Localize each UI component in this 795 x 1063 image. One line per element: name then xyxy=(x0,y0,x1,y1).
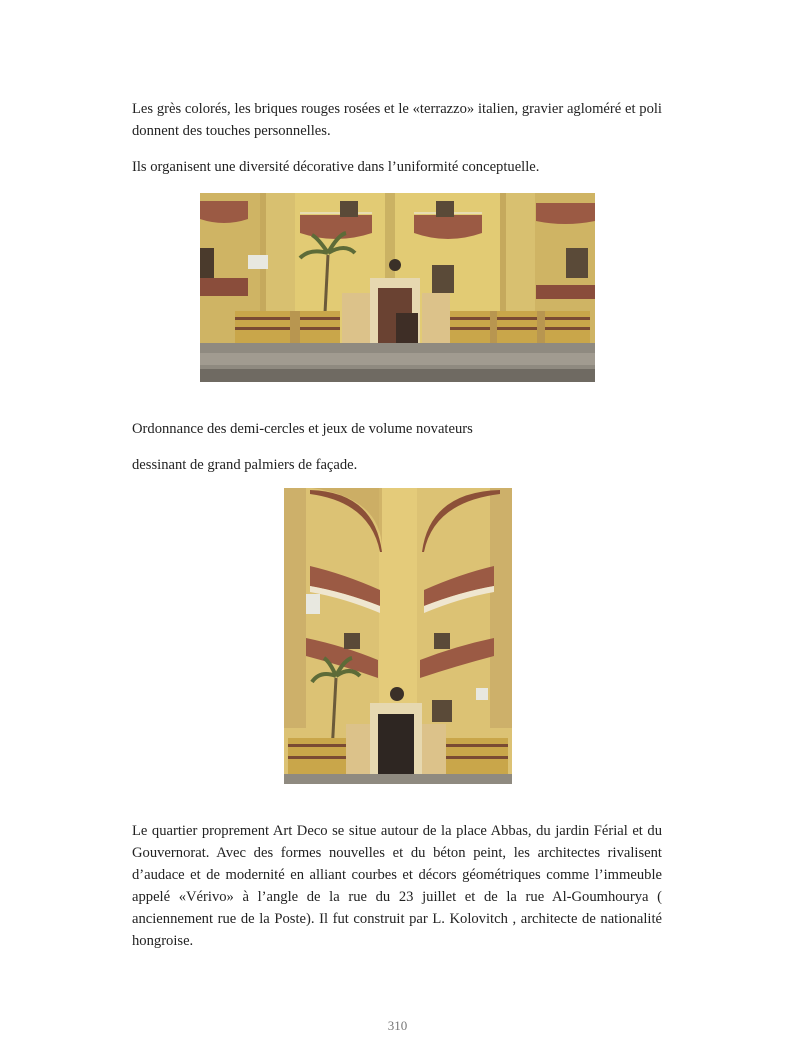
art-deco-paragraph: Le quartier proprement Art Deco se situe autour de la place Abbas, du jardin Férial et du Gouvernorat. Avec des formes nouvelles et du béton peint, les architectes rivalisent d’audace et de modernité en alliant courbes et décors géométriques comme l’immeuble appelé «Vérivo» à l’angle de la rue du 23 juillet et de la rue Al-Goumhourya ( anciennement rue de la Poste). Il fut construit par L. Kolovitch , architecte de nationalité hongroise. xyxy=(132,823,662,949)
page-number: 310 xyxy=(387,1018,408,1033)
intro-paragraph: Les grès colorés, les briques rouges rosées et le «terrazzo» italien, gravier agloméré et poli donnent des touches personnelles. xyxy=(132,101,662,139)
facade-photo-tall xyxy=(284,488,512,784)
caption-line-1: Ordonnance des demi-cercles et jeux de volume novateurs xyxy=(132,421,473,437)
caption-line-2: dessinant de grand palmiers de façade. xyxy=(132,457,358,473)
facade-photo-wide xyxy=(200,193,595,382)
diversity-paragraph: Ils organisent une diversité décorative dans l’uniformité conceptuelle. xyxy=(132,159,540,175)
